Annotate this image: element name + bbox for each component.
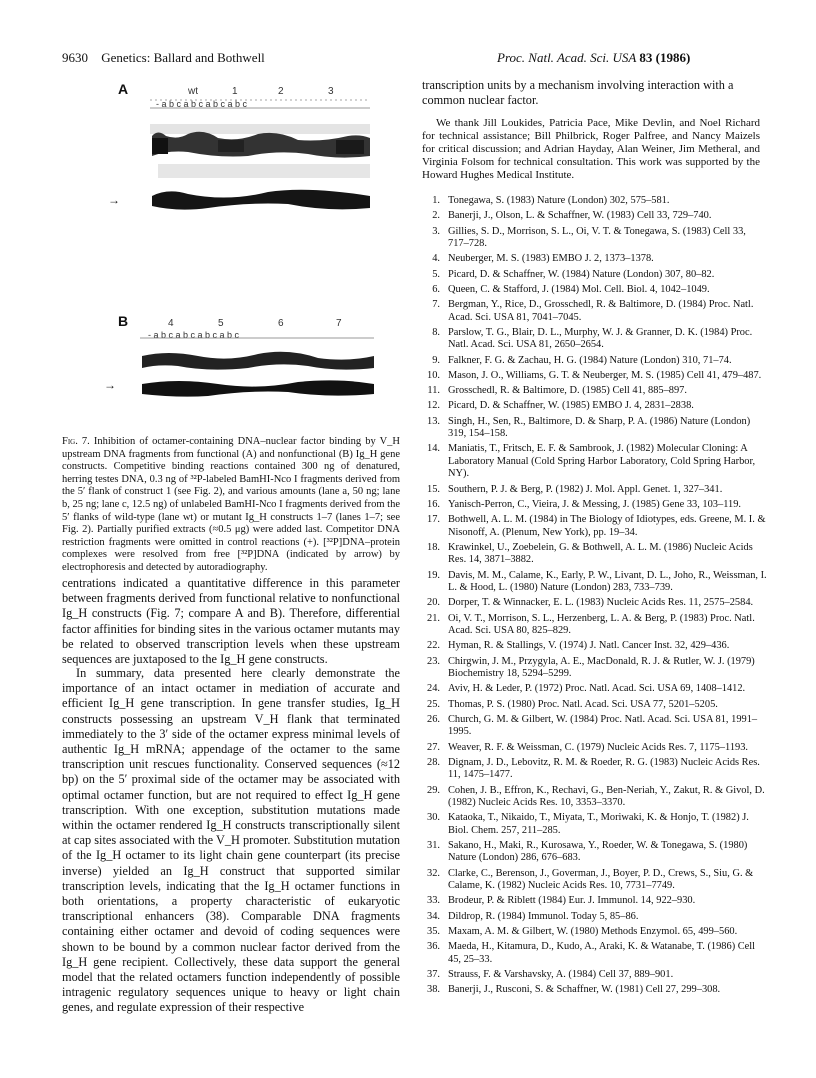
free-dna-arrow-b: → xyxy=(104,378,116,392)
reference-number: 12. xyxy=(427,400,440,412)
reference-item xyxy=(422,597,767,609)
reference-item xyxy=(422,195,767,207)
section-authors: Genetics: Ballard and Bothwell xyxy=(101,50,265,65)
acknowledgment: We thank Jill Loukides, Patricia Pace, Mike Devlin, and Noel Richard for technical assistance; Bill Philbrick, Roger Palfree, and Nancy Maizels for critical discussion; and Adrian Hayday, Alan Weiner, Jim Metheral, and Virginia Folsom for technical consultation. This work was supported by the Howard Hughes Medical Institute. xyxy=(422,117,760,181)
reference-number: 24. xyxy=(427,683,440,695)
reference-item xyxy=(422,911,767,923)
reference-number: 23. xyxy=(427,655,440,667)
panel-a-autoradiograph xyxy=(88,84,378,274)
reference-number: 20. xyxy=(427,597,440,609)
reference-text: Yanisch-Perron, C., Vieira, J. & Messing, J. (1985) Gene 33, 103–119. xyxy=(448,498,741,510)
reference-item xyxy=(422,253,767,265)
reference-text: Krawinkel, U., Zoebelein, G. & Bothwell, A. L. M. (1986) Nucleic Acids Res. 14, 3871–3882. xyxy=(448,541,753,566)
reference-item xyxy=(422,926,767,938)
reference-number: 16. xyxy=(427,498,440,510)
reference-text: Kataoka, T., Nikaido, T., Miyata, T., Moriwaki, K. & Honjo, T. (1982) J. Biol. Chem. 257, 211–285. xyxy=(448,812,749,836)
reference-text: Banerji, J., Olson, L. & Schaffner, W. (1983) Cell 33, 729–740. xyxy=(448,210,712,222)
journal-name: Proc. Natl. Acad. Sci. USA xyxy=(497,50,637,65)
reference-item xyxy=(422,269,767,281)
reference-item xyxy=(422,484,767,496)
reference-item xyxy=(422,210,767,222)
reference-item xyxy=(422,542,767,567)
journal-volume: 83 (1986) xyxy=(639,50,691,65)
reference-list xyxy=(422,195,767,1000)
reference-number: 37. xyxy=(427,969,440,980)
caption-text: Inhibition of octamer-containing DNA–nuclear factor binding by V_H upstream DNA fragments from functional (A) and nonfunctional (B) Ig_H gene constructs. Competitive binding reactions contained 300 ng of denatured, herring testes DNA, 0.3 ng of ³²P-labeled BamHI-Nco I fragments derived from the 5′ flank of construct 1 (see Fig. 2), and various amounts (lane a, 50 ng; lane b, 25 ng; lane c, 12.5 ng) of unlabeled BamHI-Nco I fragments derived from the 5′ flanks of wild-type (lane wt) or mutant Ig_H constructs 1–7 (lanes 1–7; see Fig. 2). Partially purified extracts (≈0.5 μg) were added last. Competitor DNA restriction fragments were omitted in control reactions (+). [³²P]DNA–protein complexes were resolved from free [³²P]DNA (indicated by arrow) by electrophoresis and detected by autoradiography. xyxy=(62,436,400,573)
reference-number: 35. xyxy=(427,926,440,937)
reference-item xyxy=(422,984,767,996)
reference-item xyxy=(422,570,767,595)
lane-group-label: 7 xyxy=(336,318,342,329)
reference-item xyxy=(422,785,767,810)
reference-item xyxy=(422,514,767,539)
reference-text: Weaver, R. F. & Weissman, C. (1979) Nucleic Acids Res. 7, 1175–1193. xyxy=(448,741,749,753)
reference-text: Falkner, F. G. & Zachau, H. G. (1984) Nature (London) 310, 71–74. xyxy=(448,354,732,366)
reference-number: 18. xyxy=(427,541,440,553)
reference-number: 13. xyxy=(427,415,440,427)
reference-item xyxy=(422,400,767,412)
reference-text: Maniatis, T., Fritsch, E. F. & Sambrook, J. (1982) Molecular Cloning: A Laboratory Manual (Cold Spring Harbor Laboratory, Cold Spring Harbor, NY). xyxy=(448,443,756,480)
reference-text: Brodeur, P. & Riblett (1984) Eur. J. Immunol. 14, 922–930. xyxy=(448,895,696,907)
panel-b-lane-letters: - a b c a b c a b c a b c xyxy=(148,330,240,340)
reference-number: 6. xyxy=(432,283,440,295)
reference-number: 10. xyxy=(427,369,440,381)
reference-number: 26. xyxy=(427,713,440,725)
reference-text: Aviv, H. & Leder, P. (1972) Proc. Natl. Acad. Sci. USA 69, 1408–1412. xyxy=(448,683,746,695)
reference-number: 31. xyxy=(427,840,440,851)
reference-text: Tonegawa, S. (1983) Nature (London) 302, 575–581. xyxy=(448,195,670,206)
body-paragraph: centrations indicated a quantitative difference in this parameter between fragments derived from functional relative to nonfunctional Ig_H constructs (Fig. 7; compare A and B). Therefore, differential factor affinities for binding sites in the various octamer mutants may be related to observed transcription levels when these upstream sequences are juxtaposed to the Ig_H gene constructs. xyxy=(62,576,400,667)
page-number: 9630 xyxy=(62,50,88,65)
reference-text: Mason, J. O., Williams, G. T. & Neuberger, M. S. (1985) Cell 41, 479–487. xyxy=(448,369,762,381)
reference-text: Queen, C. & Stafford, J. (1984) Mol. Cell. Biol. 4, 1042–1049. xyxy=(448,283,710,295)
running-header-right xyxy=(497,50,690,66)
reference-item xyxy=(422,385,767,397)
reference-text: Sakano, H., Maki, R., Kurosawa, Y., Roeder, W. & Tonegawa, S. (1980) Nature (London) 286, 676–683. xyxy=(448,840,748,864)
reference-number: 14. xyxy=(427,443,440,455)
reference-number: 8. xyxy=(432,326,440,338)
lane-group-label: wt xyxy=(188,86,198,97)
reference-item xyxy=(422,699,767,711)
reference-text: Clarke, C., Berenson, J., Goverman, J., Boyer, P. D., Crews, S., Siu, G. & Calame, K. (1982) Nucleic Acids Res. 10, 7731–7749. xyxy=(448,867,754,892)
reference-text: Church, G. M. & Gilbert, W. (1984) Proc. Natl. Acad. Sci. USA 81, 1991–1995. xyxy=(448,713,758,738)
reference-item xyxy=(422,757,767,782)
reference-number: 28. xyxy=(427,756,440,768)
reference-item xyxy=(422,299,767,324)
lane-group-label: 6 xyxy=(278,318,284,329)
reference-number: 32. xyxy=(427,867,440,879)
reference-item xyxy=(422,416,767,441)
reference-number: 27. xyxy=(427,741,440,753)
reference-item xyxy=(422,443,767,480)
reference-number: 30. xyxy=(427,812,440,824)
reference-item xyxy=(422,370,767,382)
reference-item xyxy=(422,840,767,865)
reference-number: 7. xyxy=(432,299,440,311)
reference-number: 15. xyxy=(427,483,440,495)
reference-number: 9. xyxy=(432,354,440,366)
reference-text: Gillies, S. D., Morrison, S. L., Oi, V. T. & Tonegawa, S. (1983) Cell 33, 717–728. xyxy=(448,225,746,249)
lane-group-label: 2 xyxy=(278,86,284,97)
lane-group-label: 3 xyxy=(328,86,334,97)
reference-text: Strauss, F. & Varshavsky, A. (1984) Cell 37, 889–901. xyxy=(448,969,674,980)
reference-text: Bothwell, A. L. M. (1984) in The Biology of Idiotypes, eds. Greene, M. I. & Nisonoff, A. (Plenum, New York), pp. 19–34. xyxy=(448,514,766,538)
reference-item xyxy=(422,895,767,907)
reference-number: 29. xyxy=(427,784,440,796)
reference-number: 17. xyxy=(427,514,440,526)
reference-text: Grosschedl, R. & Baltimore, D. (1985) Cell 41, 885–897. xyxy=(448,385,687,397)
reference-item xyxy=(422,656,767,681)
reference-item xyxy=(422,683,767,695)
reference-item xyxy=(422,742,767,754)
reference-item xyxy=(422,327,767,352)
reference-text: Maxam, A. M. & Gilbert, W. (1980) Methods Enzymol. 65, 499–560. xyxy=(448,926,738,937)
reference-number: 33. xyxy=(427,895,440,907)
reference-item xyxy=(422,941,767,966)
reference-text: Hyman, R. & Stallings, V. (1974) J. Natl. Cancer Inst. 32, 429–436. xyxy=(448,640,730,652)
reference-number: 19. xyxy=(427,569,440,581)
body-paragraph-continued: transcription units by a mechanism involving interaction with a common nuclear factor. xyxy=(422,78,734,108)
running-header-left xyxy=(62,50,265,66)
lane-group-label: 1 xyxy=(232,86,238,97)
reference-item xyxy=(422,868,767,893)
reference-number: 4. xyxy=(432,253,440,265)
reference-number: 25. xyxy=(427,698,440,710)
body-paragraph: In summary, data presented here clearly demonstrate the importance of an intact octamer in mediation of accurate and efficient Ig_H gene transcription. In gene transfer studies, Ig_H constructs possessing an upstream V_H flank that terminated immediately to the 3′ side of the octamer express minimal levels of authentic Ig_H mRNA; appendage of the octamer to the same transcription unit rescues functionality. Conserved sequences (≈12 bp) on the 5′ proximal side of the octamer may be associated with optimal octamer function, but are not required to effect Ig_H gene transcription. With one exception, substitution mutations made within the octamer rendered Ig_H constructs transcriptionally silent at cap sites associated with the V_H promoter. Substitution mutation of the Ig_H octamer to its light chain gene counterpart (its precise inverse) yielded an Ig_H construct that supported similar transcription levels, indicating that the Ig_H octamer functions in both orientations, a property characteristic of eukaryotic transcriptional enhancers (38). Comparable DNA fragments containing either octamer and devoid of coding sequences were shown to be bound by a common nuclear factor derived from the Ig_H gene recipient. Collectively, these data support the general model that the related octamers function independently of possible intragenic regulatory sequences unique to heavy or light chain genes, and regulate expression of their respective xyxy=(62,666,400,1015)
reference-number: 11. xyxy=(427,385,440,397)
reference-text: Bergman, Y., Rice, D., Grosschedl, R. & Baltimore, D. (1984) Proc. Natl. Acad. Sci. USA 81, 7041–7045. xyxy=(448,299,754,323)
reference-text: Davis, M. M., Calame, K., Early, P. W., Livant, D. L., Joho, R., Weissman, I. L. & Hood, L. (1980) Nature (London) 283, 733–739. xyxy=(448,569,767,593)
reference-item xyxy=(422,226,767,251)
reference-number: 36. xyxy=(427,941,440,953)
reference-text: Picard, D. & Schaffner, W. (1984) Nature (London) 307, 80–82. xyxy=(448,268,715,280)
reference-number: 2. xyxy=(432,210,440,222)
reference-item xyxy=(422,714,767,739)
reference-text: Cohen, J. B., Effron, K., Rechavi, G., Ben-Neriah, Y., Zakut, R. & Givol, D. (1982) Nucleic Acids Res. 10, 3353–3370. xyxy=(448,784,765,808)
reference-number: 3. xyxy=(432,225,440,237)
reference-text: Dorper, T. & Winnacker, E. L. (1983) Nucleic Acids Res. 11, 2575–2584. xyxy=(448,597,754,609)
reference-text: Southern, P. J. & Berg, P. (1982) J. Mol. Appl. Genet. 1, 327–341. xyxy=(448,483,723,495)
reference-number: 38. xyxy=(427,984,440,996)
caption-label: Fig. 7. xyxy=(62,436,90,447)
reference-text: Chirgwin, J. M., Przygyla, A. E., MacDonald, R. J. & Rutler, W. J. (1979) Biochemistry 18, 5294–5299. xyxy=(448,655,755,679)
reference-text: Thomas, P. S. (1980) Proc. Natl. Acad. Sci. USA 77, 5201–5205. xyxy=(448,698,718,710)
reference-item xyxy=(422,812,767,837)
panel-a-lane-letters: - a b c a b c a b c a b c xyxy=(156,99,248,109)
reference-text: Picard, D. & Schaffner, W. (1985) EMBO J. 4, 2831–2838. xyxy=(448,400,694,412)
reference-text: Singh, H., Sen, R., Baltimore, D. & Sharp, P. A. (1986) Nature (London) 319, 154–158. xyxy=(448,415,751,440)
reference-number: 22. xyxy=(427,640,440,652)
reference-item xyxy=(422,969,767,981)
lane-group-label: 4 xyxy=(168,318,174,329)
reference-item xyxy=(422,613,767,638)
reference-text: Banerji, J., Rusconi, S. & Schaffner, W. (1981) Cell 27, 299–308. xyxy=(448,984,721,996)
figure-caption xyxy=(62,436,400,575)
reference-item xyxy=(422,284,767,296)
reference-number: 1. xyxy=(432,195,440,206)
reference-text: Oi, V. T., Morrison, S. L., Herzenberg, L. A. & Berg, P. (1983) Proc. Natl. Acad. Sci. USA 80, 825–829. xyxy=(448,612,755,636)
reference-item xyxy=(422,355,767,367)
reference-text: Dignam, J. D., Lebovitz, R. M. & Roeder, R. G. (1983) Nucleic Acids Res. 11, 1475–1477. xyxy=(448,756,760,781)
reference-text: Neuberger, M. S. (1983) EMBO J. 2, 1373–1378. xyxy=(448,253,654,265)
lane-group-label: 5 xyxy=(218,318,224,329)
reference-text: Parslow, T. G., Blair, D. L., Murphy, W. J. & Granner, D. K. (1984) Proc. Natl. Acad. Sci. USA 81, 2650–2654. xyxy=(448,326,753,351)
reference-number: 5. xyxy=(432,268,440,280)
reference-text: Maeda, H., Kitamura, D., Kudo, A., Araki, K. & Watanabe, T. (1986) Cell 45, 25–33. xyxy=(448,941,756,965)
panel-b-label: B xyxy=(118,313,129,329)
panel-b-autoradiograph xyxy=(88,318,378,418)
reference-number: 21. xyxy=(427,612,440,624)
reference-item xyxy=(422,640,767,652)
free-dna-arrow-a: → xyxy=(108,193,120,207)
panel-a-label: A xyxy=(118,81,129,97)
reference-text: Dildrop, R. (1984) Immunol. Today 5, 85–86. xyxy=(448,910,639,922)
reference-number: 34. xyxy=(427,910,440,922)
reference-item xyxy=(422,499,767,511)
